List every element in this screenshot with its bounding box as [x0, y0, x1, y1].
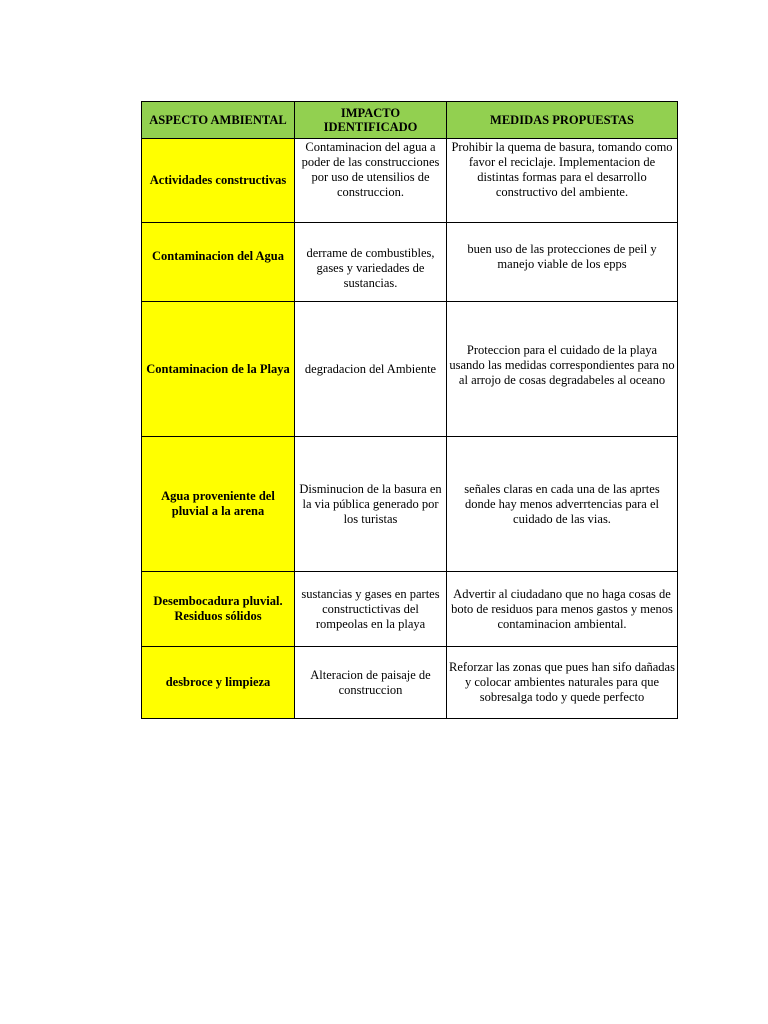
aspect-cell: Contaminacion de la Playa: [142, 302, 295, 437]
impact-cell: degradacion del Ambiente: [295, 302, 447, 437]
table-row: [142, 223, 678, 302]
impact-cell: derrame de combustibles, gases y variedades de sustancias.: [295, 223, 447, 302]
measures-cell: Proteccion para el cuidado de la playa usando las medidas correspondientes para no al arrojo de cosas degradabeles al oceano: [447, 302, 678, 437]
aspect-cell: Actividades constructivas: [142, 139, 295, 223]
impact-cell: Contaminacion del agua a poder de las construcciones por uso de utensilios de construccion.: [295, 139, 447, 223]
measures-cell: Prohibir la quema de basura, tomando como favor el reciclaje. Implementacion de distintas formas para el desarrollo constructivo del ambiente.: [447, 139, 678, 223]
aspect-cell: Contaminacion del Agua: [142, 223, 295, 302]
table-row: [142, 572, 678, 647]
impact-cell: Disminucion de la basura en la via pública generado por los turistas: [295, 437, 447, 572]
impact-cell: Alteracion de paisaje de construccion: [295, 647, 447, 719]
table-row: [142, 139, 678, 223]
measures-cell: Reforzar las zonas que pues han sifo dañadas y colocar ambientes naturales para que sobresalga todo y quede perfecto: [447, 647, 678, 719]
table-row: [142, 647, 678, 719]
table-header: [142, 102, 678, 139]
header-impact: IMPACTO IDENTIFICADO: [295, 102, 447, 139]
header-row: [142, 102, 678, 139]
impact-cell: sustancias y gases en partes constructictivas del rompeolas en la playa: [295, 572, 447, 647]
measures-cell: señales claras en cada una de las aprtes donde hay menos adverrtencias para el cuidado de las vias.: [447, 437, 678, 572]
environmental-impact-table: [141, 101, 678, 719]
table-body: [142, 139, 678, 719]
header-measures: MEDIDAS PROPUESTAS: [447, 102, 678, 139]
table-row: [142, 302, 678, 437]
aspect-cell: desbroce y limpieza: [142, 647, 295, 719]
aspect-cell: Desembocadura pluvial. Residuos sólidos: [142, 572, 295, 647]
measures-cell: buen uso de las protecciones de peil y manejo viable de los epps: [447, 223, 678, 302]
measures-cell: Advertir al ciudadano que no haga cosas de boto de residuos para menos gastos y menos contaminacion ambiental.: [447, 572, 678, 647]
aspect-cell: Agua proveniente del pluvial a la arena: [142, 437, 295, 572]
table-row: [142, 437, 678, 572]
header-aspect: ASPECTO AMBIENTAL: [142, 102, 295, 139]
